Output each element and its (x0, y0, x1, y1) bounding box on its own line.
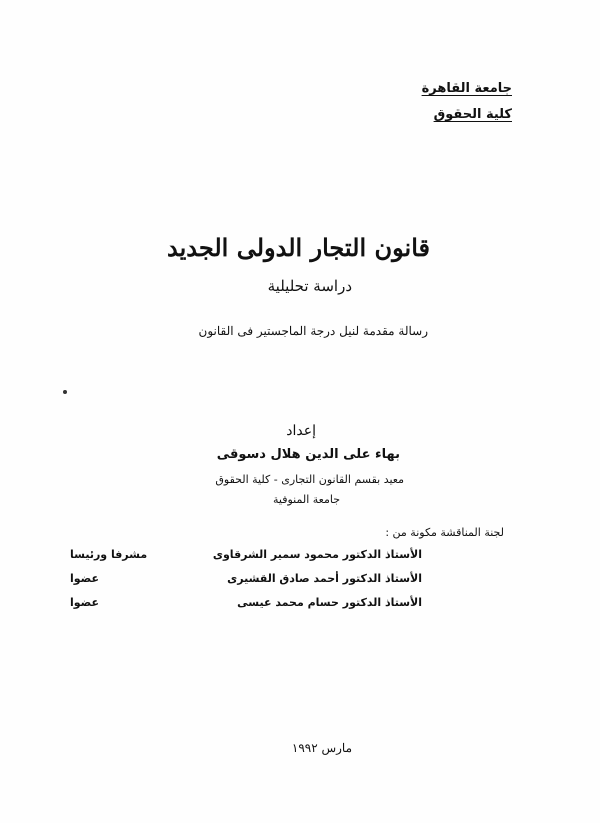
prepared-by-label: إعداد (286, 423, 316, 439)
committee-member-name: الأستاذ الدكتور أحمد صادق القشيرى (227, 572, 422, 585)
thesis-purpose: رسالة مقدمة لنيل درجة الماجستير فى القانون (198, 324, 428, 338)
author-name: بهاء على الدين هلال دسوقى (216, 447, 400, 462)
scan-speck (63, 390, 67, 394)
thesis-title: قانون التجار الدولى الجديد (166, 233, 430, 262)
author-role: معيد بقسم القانون التجارى - كلية الحقوق (215, 473, 404, 486)
committee-heading: لجنة المناقشة مكونة من : (385, 526, 504, 539)
author-university: جامعة المنوفية (273, 493, 340, 506)
university-name: جامعة القاهرة (421, 81, 512, 96)
committee-member-role: مشرفا ورئيسا (70, 548, 148, 561)
committee-member-role: عضوا (70, 596, 100, 609)
thesis-subtitle: دراسة تحليلية (267, 277, 352, 295)
submission-date: مارس ١٩٩٢ (291, 741, 352, 755)
committee-member-name: الأستاذ الدكتور محمود سمير الشرقاوى (212, 548, 422, 561)
faculty-name: كلية الحقوق (433, 107, 512, 122)
committee-member-role: عضوا (70, 572, 100, 585)
committee-member-name: الأستاذ الدكتور حسام محمد عيسى (237, 596, 422, 609)
